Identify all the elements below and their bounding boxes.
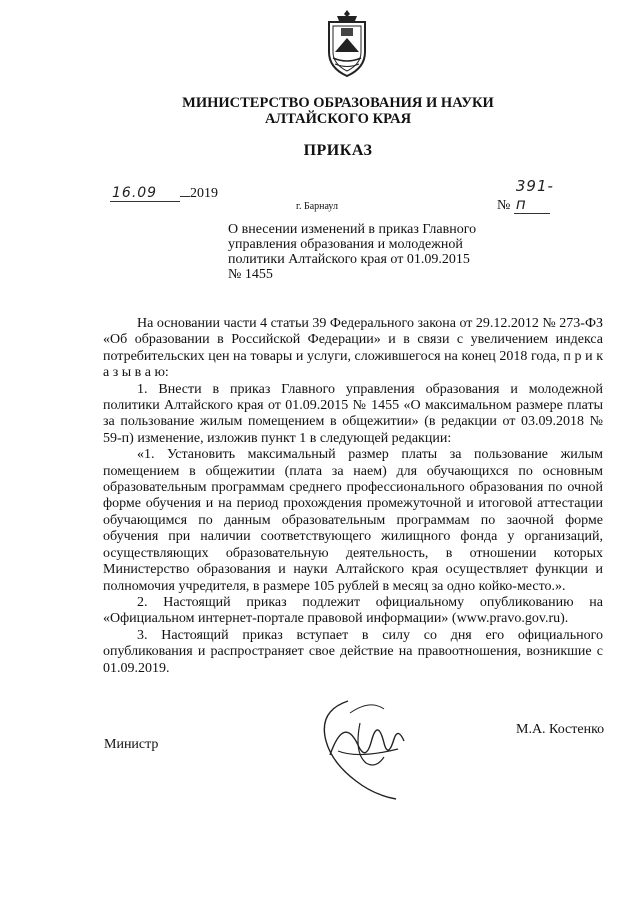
handwritten-date: 16.09 [110,185,180,202]
order-subject: О внесении изменений в приказ Главного управления образования и молодежной политики Алтайского края от 01.09.2015 № 1455 [228,222,477,282]
order-year: 2019 [190,186,218,201]
signer-title: Министр [104,737,159,752]
signer-name: М.А. Костенко [516,722,605,737]
ministry-name-line2: АЛТАЙСКОГО КРАЯ [264,111,412,127]
ministry-name-line1: МИНИСТЕРСТВО ОБРАЗОВАНИЯ И НАУКИ [182,95,494,111]
coat-of-arms-icon [325,8,369,80]
handwritten-number: 391-п [515,177,554,213]
order-date [110,185,218,202]
clause-2-paragraph: 2. Настоящий приказ подлежит официальному опубликованию на «Официальном интернет-портале правовой информации» (www.pravo.gov.ru). [103,594,603,627]
number-sign: № [497,198,511,213]
preamble-paragraph: На основании части 4 статьи 39 Федерального закона от 29.12.2012 № 273-ФЗ «Об образовании в Российской Федерации» и в связи с увеличением индекса потребительских цен на товары и услуги, сложившегося на конец 2018 года, п р и к а з ы в а ю: [103,316,604,381]
clause-1-paragraph: 1. Внести в приказ Главного управления образования и молодежной политики Алтайского края от 01.09.2015 № 1455 «О максимальном размере платы за пользование жилым помещением в общежитии» (в редакции от 03.09.2018 № 59-п) изменение, изложив пункт 1 в следующей редакции: [103,381,603,446]
clause-3-paragraph: 3. Настоящий приказ вступает в силу со дня его официального опубликования и распространяет свое действие на правоотношения, возникшие с 01.09.2019. [103,627,603,676]
clause-1-quote-paragraph: «1. Установить максимальный размер платы за пользование жилым помещением в общежитии (плата за наем) для обучающихся по основным образовательным программам среднего профессионального образования по очной форме обучения и на период прохождения промежуточной и итоговой аттестации обучающимся по данным образовательным программам по заочной форме обучения при наличии соответствующего жилищного фонда у организаций, осуществляющих образовательную деятельность, в отношении которых Министерство образования и науки Алтайского края осуществляет функции и полномочия учредителя, в размере 105 рублей в месяц за одно койко-место.». [103,447,603,594]
order-body [103,316,603,677]
handwritten-signature-icon [310,693,430,803]
city-label: г. Барнаул [296,201,338,212]
document-type-title: ПРИКАЗ [303,142,373,159]
order-number [497,177,554,214]
